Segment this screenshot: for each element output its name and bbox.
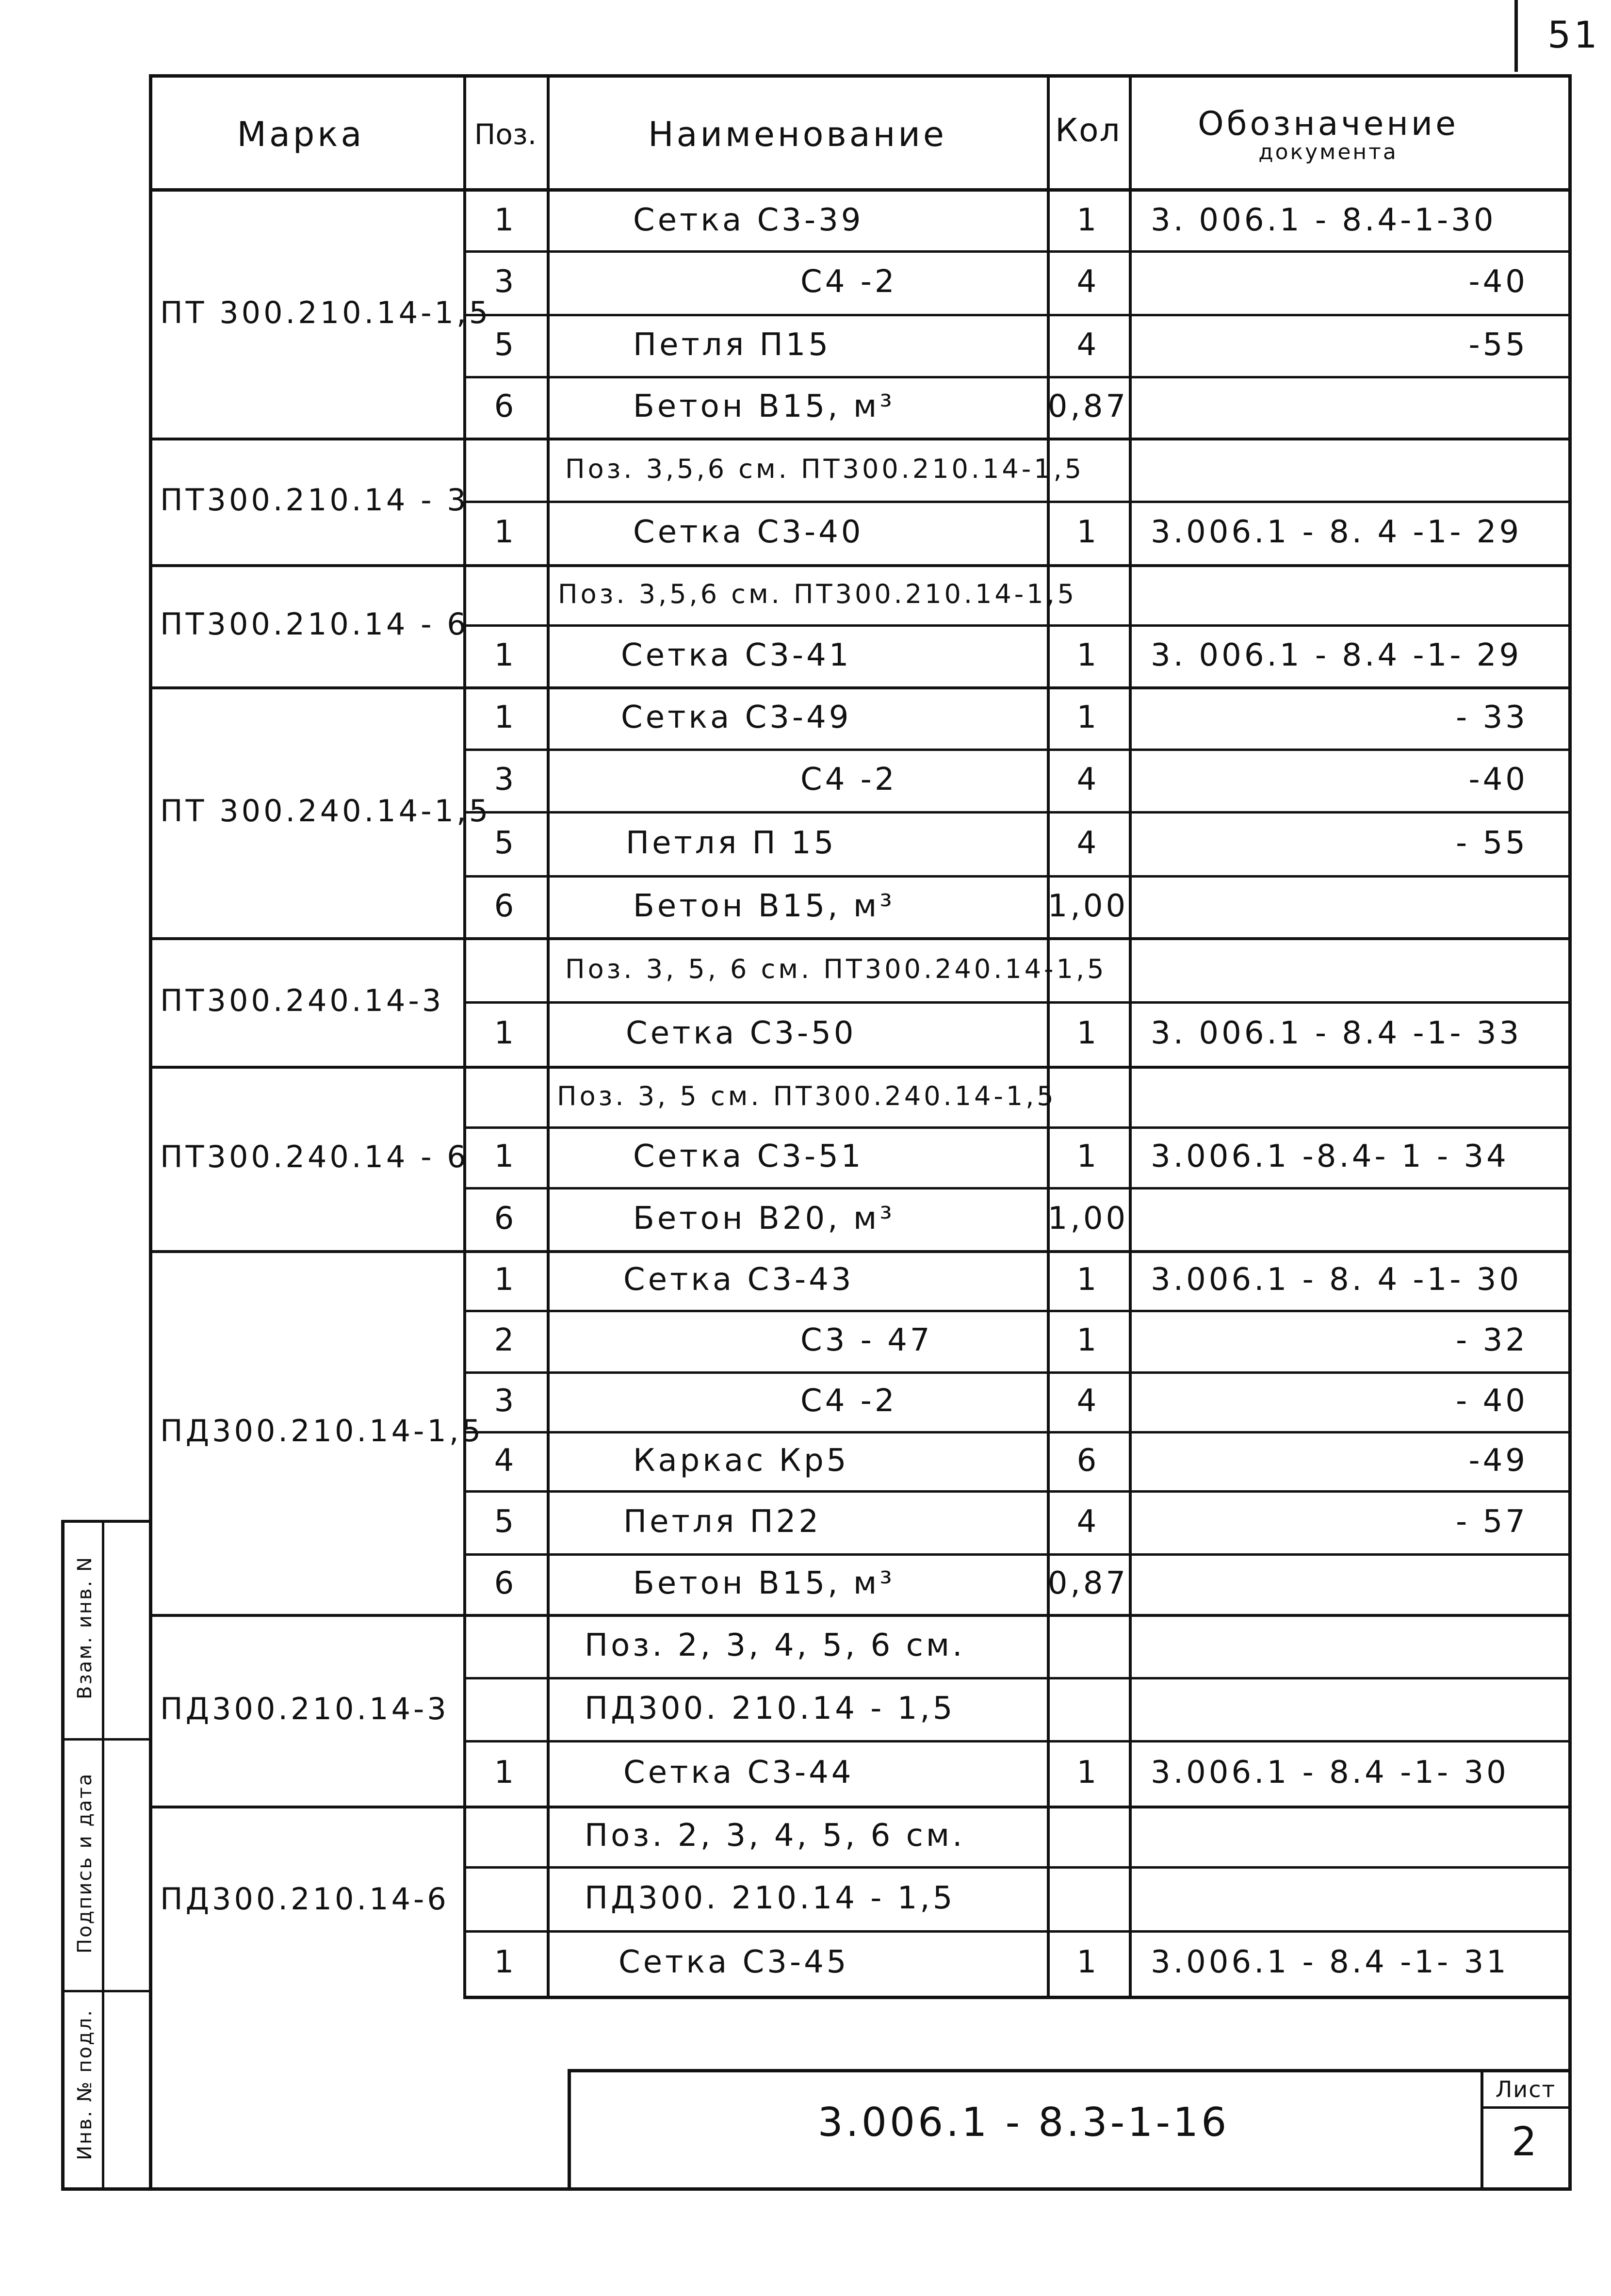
row-poz: 1 — [494, 1944, 517, 1980]
row-oboz: -49 — [1468, 1442, 1528, 1479]
row-poz: 1 — [494, 514, 517, 551]
row-divider-group — [149, 1614, 1572, 1617]
row-name: Поз. 3,5,6 см. ПТ300.210.14-1,5 — [558, 579, 1077, 610]
row-divider — [463, 1431, 1572, 1433]
row-poz: 6 — [494, 389, 517, 425]
row-kol: 1 — [1076, 1015, 1100, 1052]
row-poz: 3 — [494, 264, 517, 300]
row-divider — [463, 314, 1572, 316]
row-divider — [463, 1310, 1572, 1312]
row-name: Бетон В15, м³ — [633, 1565, 895, 1602]
row-name: Бетон В20, м³ — [633, 1200, 895, 1237]
row-divider-group — [149, 438, 1572, 440]
side-label-podpis: Подпись и дата — [74, 1772, 96, 1954]
row-poz: 1 — [494, 1139, 517, 1175]
row-name: Сетка С3-43 — [623, 1262, 854, 1298]
row-name: Сетка С3-49 — [621, 699, 852, 735]
header-naim: Наименование — [648, 114, 947, 154]
row-oboz: 3.006.1 - 8. 4 -1- 30 — [1151, 1262, 1522, 1298]
row-divider-group — [149, 1250, 1572, 1253]
row-oboz: 3. 006.1 - 8.4-1-30 — [1151, 202, 1497, 238]
row-poz: 1 — [494, 1262, 517, 1298]
row-kol: 4 — [1076, 762, 1100, 798]
row-oboz: 3.006.1 - 8.4 -1- 31 — [1151, 1944, 1509, 1980]
row-name: С3 - 47 — [800, 1322, 933, 1359]
row-name: С4 -2 — [800, 1383, 897, 1419]
header-poz: Поз. — [474, 118, 537, 151]
row-name: Сетка С3-44 — [623, 1755, 854, 1791]
stamp-list-divider — [1481, 2069, 1483, 2191]
row-poz: 5 — [494, 825, 517, 861]
row-oboz: 3.006.1 - 8. 4 -1- 29 — [1151, 514, 1522, 551]
row-name: Петля П22 — [623, 1503, 822, 1540]
row-name: Сетка С3-39 — [633, 202, 864, 238]
stamp-list-label: Лист — [1495, 2076, 1556, 2102]
row-divider — [463, 811, 1572, 814]
row-name: Петля П15 — [633, 326, 831, 363]
row-name: Сетка С3-51 — [633, 1139, 864, 1175]
frame-right — [1568, 74, 1572, 2191]
row-kol: 0,87 — [1047, 1565, 1129, 1602]
row-kol: 1 — [1076, 637, 1100, 673]
group-marka: ПТ 300.210.14-1,5 — [160, 295, 491, 330]
row-name: Поз. 3, 5 см. ПТ300.240.14-1,5 — [557, 1080, 1057, 1111]
frame-top — [149, 74, 1572, 78]
header-oboz-line2: документа — [1258, 140, 1398, 164]
row-divider — [463, 1930, 1572, 1933]
row-poz: 3 — [494, 1383, 517, 1419]
row-kol: 1 — [1076, 699, 1100, 735]
top-sheet-number: 51 — [1547, 13, 1600, 56]
row-name: Поз. 3,5,6 см. ПТ300.210.14-1,5 — [565, 454, 1085, 485]
col-line-kol-left — [1047, 74, 1050, 1999]
row-oboz: - 55 — [1456, 825, 1528, 861]
row-kol: 1 — [1076, 1755, 1100, 1791]
row-oboz: 3.006.1 -8.4- 1 - 34 — [1151, 1139, 1509, 1175]
row-kol: 4 — [1076, 825, 1100, 861]
side-strip-outer — [61, 1520, 65, 2191]
row-divider-group — [149, 1806, 1572, 1808]
col-line-oboz-left — [1129, 74, 1132, 1999]
side-strip-sep1 — [61, 1738, 152, 1741]
row-oboz: 3. 006.1 - 8.4 -1- 33 — [1151, 1015, 1522, 1052]
row-divider — [463, 1371, 1572, 1374]
side-strip-mid — [102, 1520, 104, 2191]
row-poz: 5 — [494, 326, 517, 363]
row-divider-group — [149, 564, 1572, 567]
frame-bottom — [61, 2187, 1572, 2191]
row-divider — [463, 1740, 1572, 1742]
row-divider — [463, 1553, 1572, 1556]
col-line-naim-left — [547, 74, 550, 1999]
row-name: ПД300. 210.14 - 1,5 — [585, 1690, 956, 1726]
frame-left — [149, 74, 152, 2191]
side-strip-top — [61, 1520, 152, 1523]
row-kol: 0,87 — [1047, 389, 1129, 425]
row-name: С4 -2 — [800, 762, 897, 798]
row-divider — [463, 1677, 1572, 1679]
row-poz: 1 — [494, 637, 517, 673]
row-poz: 1 — [494, 1755, 517, 1791]
side-label-inv: Инв. № подл. — [74, 2009, 96, 2160]
row-name: Каркас Кр5 — [633, 1442, 849, 1479]
header-bottom-line — [149, 188, 1572, 192]
row-divider — [463, 376, 1572, 378]
row-name: Бетон В15, м³ — [633, 888, 895, 924]
header-oboz-line1: Обозначение — [1198, 105, 1459, 143]
row-divider — [463, 1187, 1572, 1189]
header-kol: Кол — [1055, 112, 1121, 149]
top-number-left-border — [1514, 0, 1518, 72]
row-divider — [463, 875, 1572, 878]
row-divider — [463, 250, 1572, 253]
side-strip-sep2 — [61, 1990, 152, 1992]
row-name: Сетка С3-40 — [633, 514, 864, 551]
stamp-list-value: 2 — [1511, 2119, 1540, 2165]
row-divider — [463, 624, 1572, 627]
row-divider — [463, 749, 1572, 751]
row-kol: 4 — [1076, 1383, 1100, 1419]
row-name: Петля П 15 — [626, 825, 837, 861]
stamp-list-mid — [1481, 2106, 1572, 2109]
row-divider-group — [149, 937, 1572, 940]
row-name: Сетка С3-50 — [626, 1015, 857, 1052]
row-poz: 1 — [494, 699, 517, 735]
row-poz: 6 — [494, 1565, 517, 1602]
stamp-code: 3.006.1 - 8.3-1-16 — [817, 2100, 1230, 2146]
row-kol: 1 — [1076, 1322, 1100, 1359]
group-marka: ПД300.210.14-3 — [160, 1691, 449, 1726]
row-oboz: -40 — [1468, 264, 1528, 300]
row-divider — [463, 501, 1572, 503]
row-oboz: 3.006.1 - 8.4 -1- 30 — [1151, 1755, 1509, 1791]
row-oboz: - 40 — [1456, 1383, 1528, 1419]
row-kol: 1,00 — [1047, 888, 1129, 924]
row-poz: 6 — [494, 888, 517, 924]
row-poz: 1 — [494, 1015, 517, 1052]
row-poz: 4 — [494, 1442, 517, 1479]
group-marka: ПТ300.210.14 - 6 — [160, 606, 469, 642]
group-marka: ПД300.210.14-6 — [160, 1881, 449, 1917]
row-oboz: - 33 — [1456, 699, 1528, 735]
row-kol: 4 — [1076, 1503, 1100, 1540]
row-divider-group — [149, 1066, 1572, 1069]
row-name: ПД300. 210.14 - 1,5 — [585, 1880, 956, 1916]
row-oboz: -40 — [1468, 762, 1528, 798]
row-kol: 1 — [1076, 1139, 1100, 1175]
row-oboz: 3. 006.1 - 8.4 -1- 29 — [1151, 637, 1522, 673]
row-poz: 6 — [494, 1200, 517, 1237]
row-name: Поз. 2, 3, 4, 5, 6 см. — [585, 1818, 965, 1854]
row-divider — [463, 1001, 1572, 1004]
row-divider — [463, 1126, 1572, 1129]
row-kol: 6 — [1076, 1442, 1100, 1479]
row-poz: 1 — [494, 202, 517, 238]
stamp-left — [568, 2069, 571, 2191]
row-kol: 4 — [1076, 326, 1100, 363]
group-marka: ПТ300.210.14 - 3 — [160, 482, 469, 518]
row-divider — [463, 1866, 1572, 1869]
row-oboz: - 32 — [1456, 1322, 1528, 1359]
stamp-top — [568, 2069, 1572, 2072]
row-poz: 5 — [494, 1503, 517, 1540]
row-name: Сетка С3-45 — [618, 1944, 849, 1980]
group-marka: ПТ 300.240.14-1,5 — [160, 793, 491, 829]
group-marka: ПД300.210.14-1,5 — [160, 1413, 484, 1449]
row-oboz: -55 — [1468, 326, 1528, 363]
group-marka: ПТ300.240.14 - 6 — [160, 1139, 469, 1174]
row-kol: 1 — [1076, 514, 1100, 551]
header-marka: Марка — [237, 114, 365, 154]
row-poz: 2 — [494, 1322, 517, 1359]
row-kol: 1,00 — [1047, 1200, 1129, 1237]
row-kol: 1 — [1076, 1944, 1100, 1980]
row-name: Бетон В15, м³ — [633, 389, 895, 425]
row-poz: 3 — [494, 762, 517, 798]
row-kol: 1 — [1076, 1262, 1100, 1298]
col-line-poz-left — [463, 74, 466, 1999]
row-name: Поз. 3, 5, 6 см. ПТ300.240.14-1,5 — [565, 954, 1107, 985]
row-name: С4 -2 — [800, 264, 897, 300]
table-bottom-line — [463, 1996, 1572, 1999]
row-oboz: - 57 — [1456, 1503, 1528, 1540]
row-kol: 4 — [1076, 264, 1100, 300]
group-marka: ПТ300.240.14-3 — [160, 982, 444, 1018]
row-kol: 1 — [1076, 202, 1100, 238]
row-divider — [463, 1490, 1572, 1493]
row-name: Сетка С3-41 — [621, 637, 852, 673]
row-divider-group — [149, 686, 1572, 689]
side-label-vzam: Взам. инв. N — [74, 1556, 96, 1699]
row-name: Поз. 2, 3, 4, 5, 6 см. — [585, 1627, 965, 1663]
